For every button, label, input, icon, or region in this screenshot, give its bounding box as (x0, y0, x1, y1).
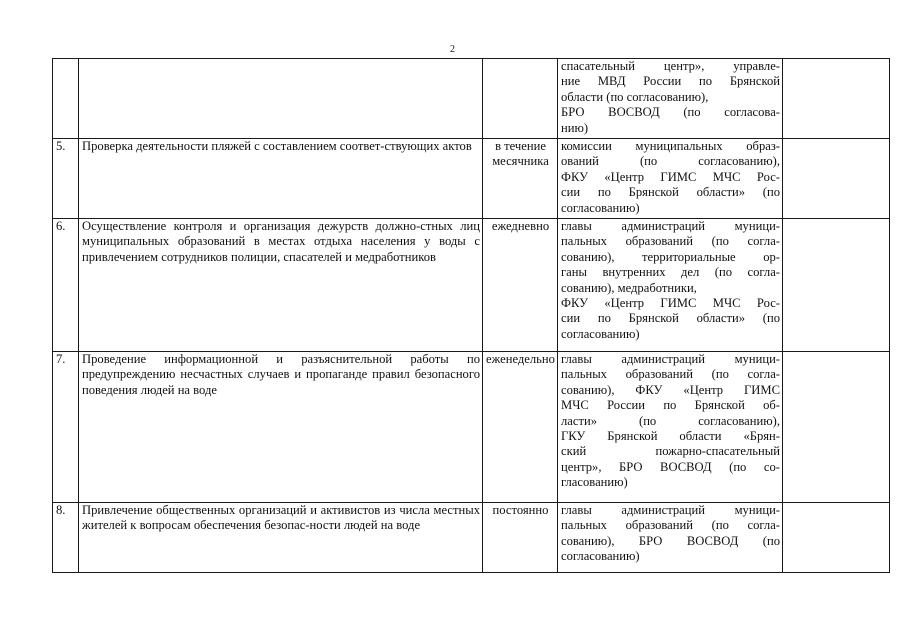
note-cell (783, 219, 890, 352)
term-cell: ежедневно (483, 219, 558, 352)
responsible-line: ский пожарно-спасательный (561, 444, 780, 459)
responsible-line: главы администраций муници- (561, 352, 780, 366)
row-number-cell: 5. (53, 139, 79, 219)
responsible-line: сованию), ФКУ «Центр ГИМС (561, 382, 780, 397)
responsible-line: ние МВД России по Брянской (561, 74, 780, 89)
event-cell: Проверка деятельности пляжей с составлением соответ-ствующих актов (79, 139, 483, 219)
responsible-line: сованию), медработники, (561, 280, 697, 295)
responsible-line: ганы внутренних дел (по согла- (561, 265, 780, 280)
note-cell (783, 59, 890, 139)
responsible-line: главы администраций муници- (561, 219, 780, 233)
responsible-line: главы администраций муници- (561, 503, 780, 517)
responsible-line: сованию), БРО ВОСВОД (по (561, 533, 780, 548)
responsible-line: нию) (561, 120, 589, 135)
responsible-line: пальных образований (по согла- (561, 367, 780, 382)
responsible-line: пальных образований (по согла- (561, 518, 780, 533)
term-cell (483, 59, 558, 139)
table-row (53, 503, 890, 573)
responsible-line: пальных образований (по согла- (561, 234, 780, 249)
responsible-line: сии по Брянской области» (по (561, 185, 780, 200)
responsible-cell (558, 59, 783, 139)
responsible-line: ласти» (по согласованию), (561, 413, 780, 428)
term-cell: еженедельно (483, 352, 558, 503)
term-cell: постоянно (483, 503, 558, 573)
row-number-cell (53, 59, 79, 139)
responsible-line: области (по согласованию), (561, 89, 709, 104)
responsible-line: согласованию) (561, 326, 640, 341)
event-cell: Проведение информационной и разъяснительной работы по предупреждению несчастных случаев и пропаганде правил безопасного поведения людей на воде (79, 352, 483, 503)
term-cell: в течение месячника (483, 139, 558, 219)
row-number-cell: 7. (53, 352, 79, 503)
responsible-line: согласованию) (561, 549, 640, 564)
event-cell: Осуществление контроля и организация дежурств должно-стных лиц муниципальных образований в местах отдыха населения у воды с привлечением сотрудников полиции, спасателей и медработников (79, 219, 483, 352)
event-cell: Привлечение общественных организаций и активистов из числа местных жителей к вопросам обеспечения безопас-ности людей на воде (79, 503, 483, 573)
measures-table (52, 58, 890, 573)
responsible-line: спасательный центр», управле- (561, 59, 780, 73)
responsible-line: БРО ВОСВОД (по согласова- (561, 105, 780, 120)
responsible-line: согласованию) (561, 200, 640, 215)
responsible-line: сованию), территориальные ор- (561, 249, 780, 264)
event-cell (79, 59, 483, 139)
responsible-cell (558, 139, 783, 219)
responsible-line: центр», БРО ВОСВОД (по со- (561, 459, 780, 474)
responsible-line: комиссии муниципальных образ- (561, 139, 780, 153)
row-number-cell: 8. (53, 503, 79, 573)
responsible-line: гласованию) (561, 475, 628, 490)
responsible-cell (558, 503, 783, 573)
responsible-line: ований (по согласованию), (561, 154, 780, 169)
table-row (53, 219, 890, 352)
responsible-cell (558, 352, 783, 503)
row-number-cell: 6. (53, 219, 79, 352)
responsible-line: ГКУ Брянской области «Брян- (561, 429, 780, 444)
responsible-line: сии по Брянской области» (по (561, 311, 780, 326)
responsible-line: ФКУ «Центр ГИМС МЧС Рос- (561, 169, 780, 184)
note-cell (783, 503, 890, 573)
page-number: 2 (450, 44, 455, 55)
table-row (53, 352, 890, 503)
table-row (53, 59, 890, 139)
note-cell (783, 352, 890, 503)
responsible-cell (558, 219, 783, 352)
note-cell (783, 139, 890, 219)
table-row (53, 139, 890, 219)
responsible-line: ФКУ «Центр ГИМС МЧС Рос- (561, 296, 780, 311)
responsible-line: МЧС России по Брянской об- (561, 398, 780, 413)
